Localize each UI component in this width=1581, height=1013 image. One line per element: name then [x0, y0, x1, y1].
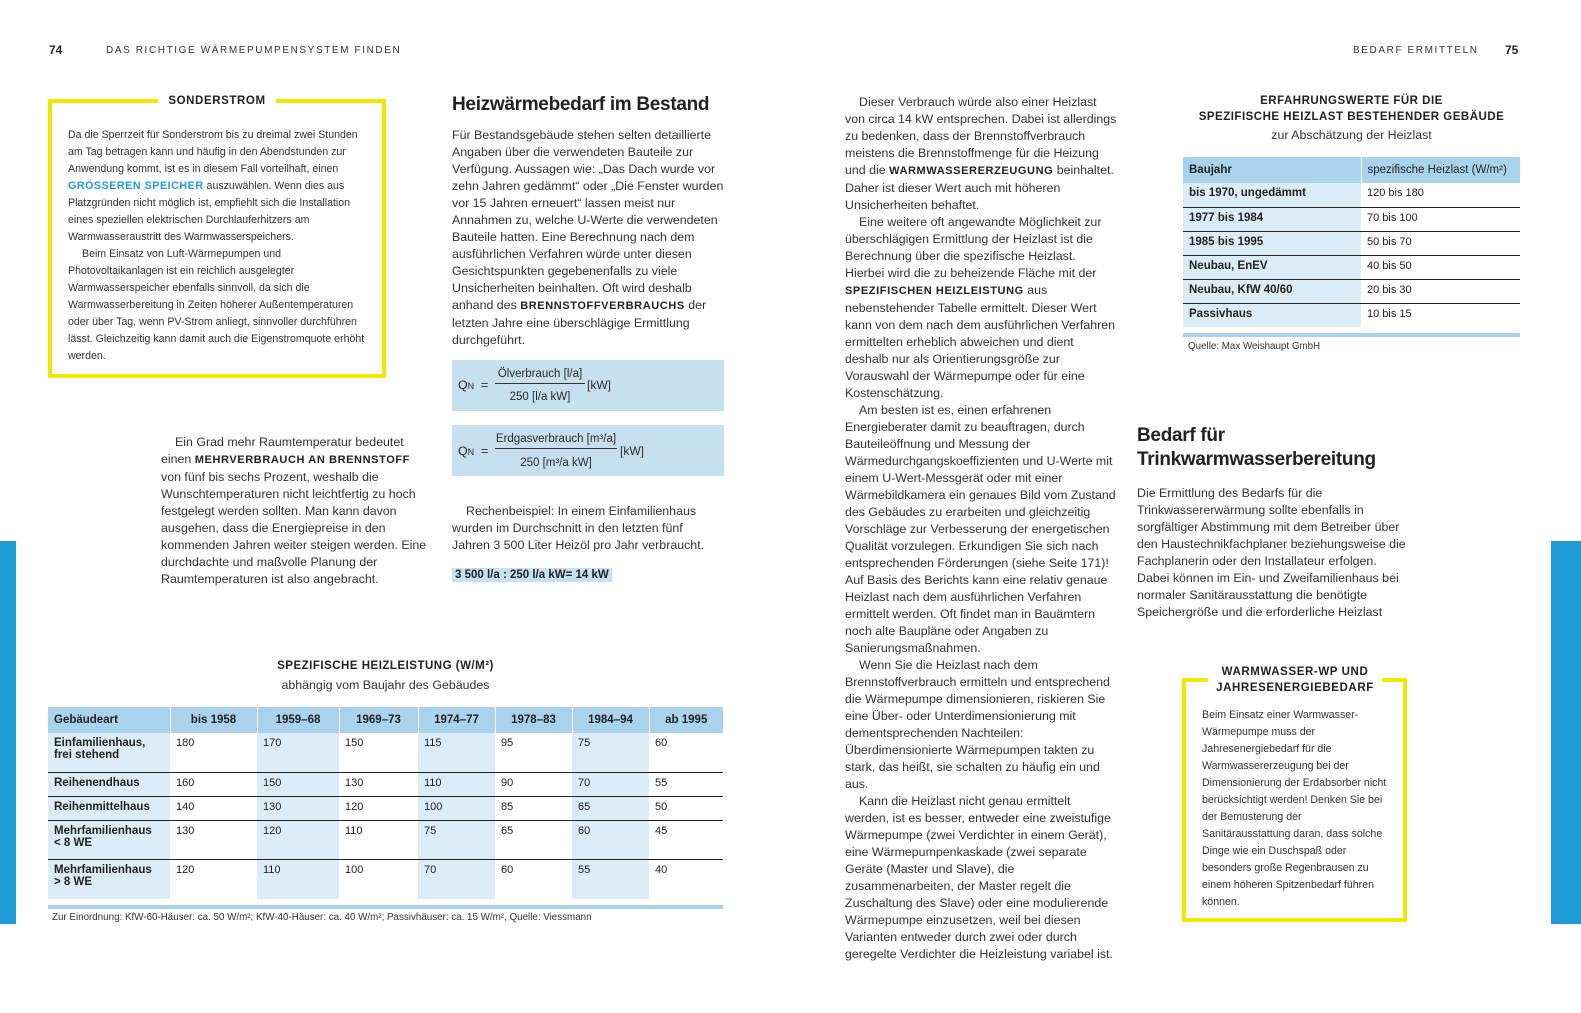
table-cell: 20 bis 30 — [1361, 279, 1520, 303]
formula-oel-denominator: 250 [l/a kW] — [509, 391, 571, 403]
row-label: Reihenendhaus — [48, 772, 170, 796]
right-edge-marker — [1551, 541, 1581, 924]
erfahrung-table-bottom-bar — [1183, 333, 1520, 337]
table-row — [1183, 183, 1520, 207]
table-row — [1183, 231, 1520, 255]
table-cell: 130 — [170, 820, 257, 859]
table-cell: 75 — [572, 733, 649, 772]
table-cell: 150 — [339, 733, 418, 772]
table-cell: 40 bis 50 — [1361, 255, 1520, 279]
right-running-title: BEDARF ERMITTELN — [1353, 45, 1479, 56]
heizleistung-header-row — [48, 707, 723, 733]
table-cell: 110 — [257, 859, 339, 899]
table-row — [48, 796, 723, 820]
formula-oel — [452, 360, 724, 411]
col-header: 1984–94 — [572, 707, 649, 733]
col-header: ab 1995 — [649, 707, 723, 733]
table-row — [48, 733, 723, 772]
highlight-warmwassererzeugung: WARMWASSERERZEUGUNG — [889, 165, 1054, 177]
raumtemperatur-paragraph: Ein Grad mehr Raumtemperatur bedeutet einen MEHRVERBRAUCH AN BRENNSTOFF von fünf bis sechs Prozent, weshalb die Wunschtemperaturen nicht leichtfertig zu hoch festgelegt werden sollten. Man kann davon ausgehen, dass die Energiepreise in den kommenden Jahren weiter steigen werden. Eine durchdachte und maßvolle Planung der Raumtemperaturen ist also angebracht. — [161, 435, 427, 586]
formula-erdgas-equals: = — [481, 444, 489, 458]
warmwasser-box-text: Beim Einsatz einer Warmwasser-Wärmepumpe muss der Jahresenergiebedarf für die Warmwassererzeugung bei der Dimensionierung der Erdabsorber nicht berücksichtigt werden! Denken Sie bei der Bemusterung der Sanitärausstattung daran, dass solche Dinge wie ein Duschspaß oder besonders große Regenbrausen zu einem höheren Spitzenbedarf führen können. — [1202, 709, 1387, 908]
table-cell: 50 — [649, 796, 723, 820]
rechenbeispiel-result: 3 500 l/a : 250 l/a kW= 14 kW — [452, 568, 612, 582]
table-cell: 150 — [257, 772, 339, 796]
heizleistung-table-title: SPEZIFISCHE HEIZLEISTUNG (W/M²) — [277, 660, 494, 672]
heizwaerme-paragraph: Für Bestandsgebäude stehen selten detaillierte Angaben über die verwendeten Bauteile zur Verfügung. Aussagen wie: „Das Dach wurde vor zehn Jahren gedämmt“ oder „Die Fenster wurden vor 15 Jahren erneuert“ lassen meist nur Annahmen zu, welche U-Werte die verwendeten Bauteile hatten. Eine Berechnung nach dem ausführlichen Verfahren würde unter diesen Gesichtspunkten gegebenenfalls zu viele Unsicherheiten beinhalten. Oft wird deshalb anhand des BRENNSTOFFVERBRAUCHS der letzten Jahre eine überschlägige Ermittlung durchgeführt. — [452, 128, 724, 347]
table-cell: 65 — [495, 820, 572, 859]
table-cell: 50 bis 70 — [1361, 231, 1520, 255]
table-row — [1183, 279, 1520, 303]
table-row — [1183, 207, 1520, 231]
table-cell: 100 — [345, 863, 364, 876]
table-cell: 40 — [655, 863, 668, 876]
highlight-mehrverbrauch: MEHRVERBRAUCH AN BRENNSTOFF — [194, 454, 410, 466]
row-label: Neubau, KfW 40/60 — [1183, 279, 1361, 303]
row-label: 1985 bis 1995 — [1183, 231, 1361, 255]
table-cell: 160 — [170, 772, 257, 796]
col-header: bis 1958 — [170, 707, 257, 733]
heizwaerme-heading: Heizwärmebedarf im Bestand — [452, 94, 710, 115]
table-row — [48, 820, 723, 859]
table-row — [48, 859, 723, 899]
table-cell: 110 — [339, 820, 418, 859]
table-cell: 70 — [572, 772, 649, 796]
formula-erdgas-unit: [kW] — [620, 444, 644, 458]
trinkwarmwasser-paragraph: Die Ermittlung des Bedarfs für die Trinkwassererwärmung sollte ebenfalls in sorgfältiger Abstimmung mit dem Betreiber über den Haustechnikfachplaner beziehungsweise die Fachplanerin oder den Installateur erfolgen. Dabei können im Ein- und Zweifamilienhaus bei normaler Sanitärausstattung die benötigte Speichergröße und die erforderliche Heizlast — [1137, 486, 1406, 619]
table-cell: 85 — [495, 796, 572, 820]
warmwasser-box-title: WARMWASSER-WP UND JAHRESENERGIEBEDARF — [1208, 664, 1382, 696]
table-cell: 45 — [649, 820, 723, 859]
sonderstrom-title: SONDERSTROM — [158, 92, 276, 110]
row-label: Neubau, EnEV — [1183, 255, 1361, 279]
table-row — [1183, 303, 1520, 327]
table-cell: 60 — [649, 733, 723, 772]
erfahrung-table-subtitle: zur Abschätzung der Heizlast — [1271, 128, 1432, 142]
table-cell: 10 bis 15 — [1367, 307, 1412, 320]
trinkwarmwasser-heading: Bedarf für Trinkwarmwasserbereitung — [1137, 425, 1376, 470]
table-cell: 55 — [649, 772, 723, 796]
highlight-brennstoffverbrauch: BRENNSTOFFVERBRAUCHS — [520, 300, 685, 312]
col-header: Baujahr — [1183, 157, 1361, 183]
table-cell: 75 — [418, 820, 495, 859]
table-cell: 170 — [257, 733, 339, 772]
table-row — [48, 772, 723, 796]
table-cell: 130 — [257, 796, 339, 820]
right-column-text: Dieser Verbrauch würde also einer Heizlast von circa 14 kW entsprechen. Dabei ist allerdings zu bedenken, dass der Brennstoffverbrauch meistens die Brennstoffmenge für die Heizung und die WARMWASSERERZEUGUNG beinhaltet. Daher ist dieser Wert auch mit höheren Unsicherheiten behaftet. Eine weitere oft angewandte Möglichkeit zur überschlägigen Ermittlung der Heizlast ist die Berechnung über die spezifische Heizlast. Hierbei wird die zu beheizende Fläche mit der SPEZIFISCHEN HEIZLEISTUNG aus nebenstehender Tabelle ermittelt. Dieser Wert kann von dem nach dem ausführlichen Verfahren ermittelten erheblich abweichen und dient deshalb nur als Orientierungsgröße zur Vorauswahl der Wärmepumpe oder für eine Kostenschätzung. Am besten ist es, einen erfahrenen Energieberater damit zu beauftragen, durch Bauteileöffnung und Messung der Wärmedurchgangskoeffizienten und U-Werte mit einem U-Wert-Messgerät oder mit einer Wärmebildkamera ein genaues Bild vom Zustand des Gebäudes zu erarbeiten und gleichzeitig Vorschläge zur Verbesserung der energetischen Qualität vorzulegen. Erkundigen Sie sich nach entsprechenden Förderungen (siehe Seite 171)! Auf Basis des Berichts kann eine relativ genaue Heizlast nach dem ausführlichen Verfahren ermittelt werden. Oft findet man in Bauämtern noch alte Baupläne oder Angaben zu Sanierungsmaßnahmen. Wenn Sie die Heizlast nach dem Brennstoffverbrauch ermitteln und entsprechend die Wärmepumpe dimensionieren, riskieren Sie eine Über- oder Unterdimensionierung mit dementsprechenden Nachteilen: Überdimensionierte Wärmepumpen takten zu stark, das heißt, sie schalten zu häufig ein und aus. Kann die Heizlast nicht genau ermittelt werden, ist es besser, entweder eine zweistufige Wärmepumpe (zwei Verdichter in einem Gerät), eine Wärmepumpenkaskade (zwei separate Geräte (Master und Slave), die zusammenarbeiten, der Master regelt die Zuschaltung des Slave) oder eine modulierende Wärmepumpe einzusetzen, weil bei diesen Varianten entweder durch zwei oder durch geregelte Verdichter die Heizleistung variabel ist. — [845, 95, 1117, 961]
col-header: spezifische Heizlast (W/m²) — [1361, 157, 1520, 183]
left-running-title: DAS RICHTIGE WÄRMEPUMPENSYSTEM FINDEN — [106, 45, 402, 56]
highlight-spezifischen-heizleistung: SPEZIFISCHEN HEIZLEISTUNG — [845, 285, 1024, 297]
col-header: 1978–83 — [495, 707, 572, 733]
table-cell: 120 — [339, 796, 418, 820]
row-label: Reihenmittelhaus — [48, 796, 170, 820]
erfahrung-header-row — [1183, 157, 1520, 183]
table-cell: 180 — [170, 733, 257, 772]
col-header: Gebäudeart — [48, 707, 170, 733]
row-label: bis 1970, ungedämmt — [1183, 183, 1361, 207]
formula-oel-unit: [kW] — [587, 378, 611, 392]
table-cell: 100 — [418, 796, 495, 820]
col-header: 1969–73 — [339, 707, 418, 733]
table-cell: 120 — [257, 820, 339, 859]
row-label: Mehrfamilienhaus > 8 WE — [48, 859, 170, 899]
sonderstrom-text: Da die Sperrzeit für Sonderstrom bis zu dreimal zwei Stunden am Tag betragen kann und häufig in den Abendstunden zur Anwendung kommt, ist es in diesem Fall vorteilhaft, einen GRÖSSEREN SPEICHER auszuwählen. Wenn dies aus Platzgründen nicht möglich ist, empfiehlt sich die Installation eines speziellen elektrischen Durchlauferhitzers am Warmwasseraustritt des Warmwasserspeichers. Beim Einsatz von Luft-Wärmepumpen und Photovoltaikanlagen ist ein reichlich ausgelegter Warmwasserspeicher ebenfalls sinnvoll, da sich die Warmwasserbereitung in Zeiten höherer Außentemperaturen oder über Tag, wenn PV-Strom anliegt, sinnvoller durchführen lässt. Gleichzeitig kann damit auch die Eigenstromquote erhöht werden. — [68, 129, 365, 362]
table-cell: 120 — [176, 863, 195, 876]
table-cell: 70 bis 100 — [1361, 207, 1520, 231]
formula-erdgas-denominator: 250 [m³/a kW] — [520, 457, 592, 469]
table-cell: 140 — [170, 796, 257, 820]
table-cell: 60 — [572, 820, 649, 859]
formula-oel-lhs: QN — [458, 378, 475, 392]
heizleistung-table-footnote: Zur Einordnung: KfW-60-Häuser: ca. 50 W/m²; KfW-40-Häuser: ca. 40 W/m²; Passivhäuser: ca. 15 W/m², Quelle: Viessmann — [52, 912, 592, 923]
table-cell: 130 — [339, 772, 418, 796]
left-page-number: 74 — [49, 43, 63, 57]
right-page-number: 75 — [1505, 43, 1519, 57]
table-cell: 55 — [572, 859, 649, 899]
table-cell: 115 — [418, 733, 495, 772]
table-cell: 60 — [501, 863, 514, 876]
erfahrung-table-source: Quelle: Max Weishaupt GmbH — [1188, 341, 1321, 352]
table-cell: 110 — [418, 772, 495, 796]
row-label: Einfamilienhaus, frei stehend — [48, 733, 170, 772]
formula-erdgas — [452, 425, 724, 476]
row-label: 1977 bis 1984 — [1183, 207, 1361, 231]
table-cell: 95 — [495, 733, 572, 772]
table-cell: 70 — [418, 859, 495, 899]
table-row — [1183, 255, 1520, 279]
left-edge-marker — [0, 541, 16, 924]
heizleistung-table — [48, 707, 723, 899]
highlight-groesserer-speicher: GRÖSSEREN SPEICHER — [68, 180, 204, 192]
rechenbeispiel-paragraph: Rechenbeispiel: In einem Einfamilienhaus wurden im Durchschnitt in den letzten fünf Jahren 3 500 Liter Heizöl pro Jahr verbraucht. — [452, 504, 705, 552]
heizleistung-table-bottom-bar — [48, 905, 723, 909]
formula-oel-equals: = — [481, 378, 489, 392]
col-header: 1974–77 — [418, 707, 495, 733]
col-header: 1959–68 — [257, 707, 339, 733]
erfahrung-table-title-2: SPEZIFISCHE HEIZLAST BESTEHENDER GEBÄUDE — [1198, 111, 1505, 123]
formula-erdgas-numerator: Erdgasverbrauch [m³/a] — [495, 433, 617, 449]
erfahrung-table-title-1: ERFAHRUNGSWERTE FÜR DIE — [1260, 95, 1443, 107]
table-cell: 65 — [572, 796, 649, 820]
formula-oel-numerator: Ölverbrauch [l/a] — [495, 368, 585, 384]
row-label: Passivhaus — [1183, 303, 1361, 327]
table-cell: 120 bis 180 — [1361, 183, 1520, 207]
heizleistung-table-subtitle: abhängig vom Baujahr des Gebäudes — [281, 678, 490, 692]
table-cell: 90 — [495, 772, 572, 796]
formula-erdgas-lhs: QN — [458, 444, 475, 458]
erfahrung-table — [1183, 157, 1520, 327]
row-label: Mehrfamilienhaus < 8 WE — [48, 820, 170, 859]
